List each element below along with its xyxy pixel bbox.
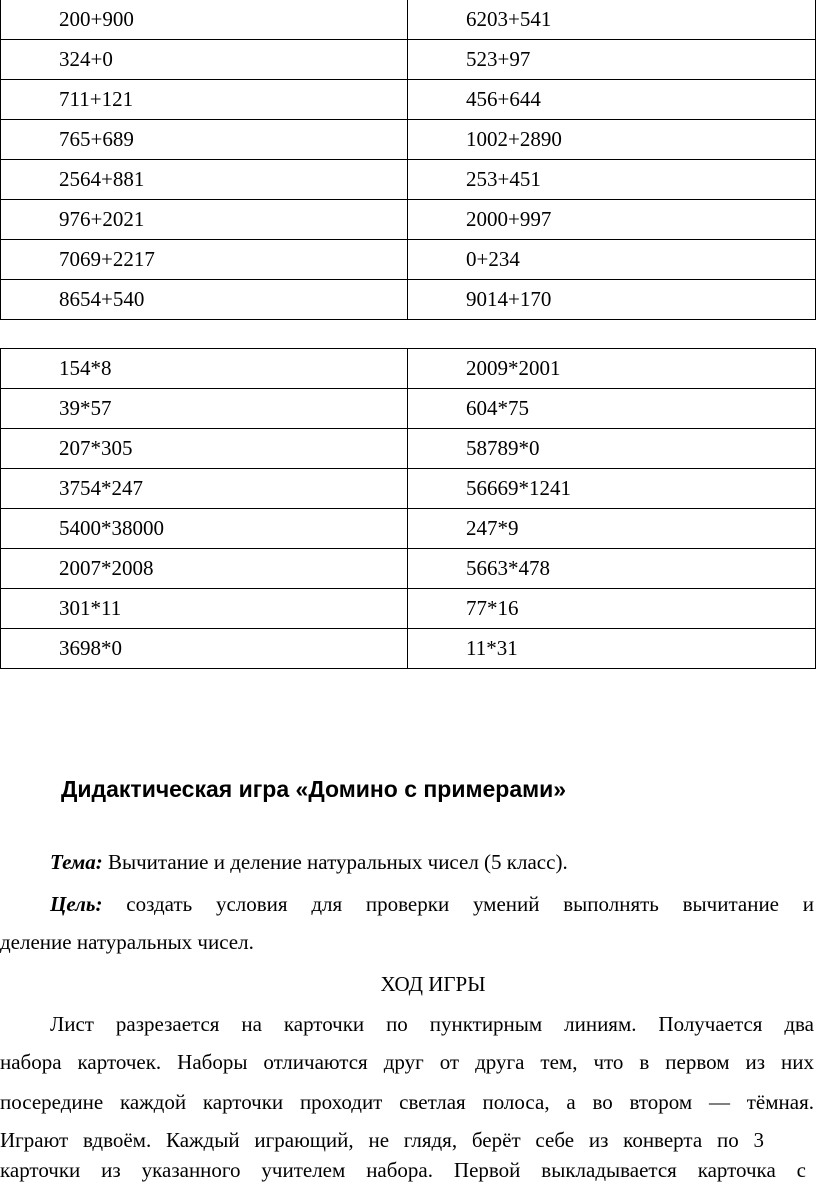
table-row: [1, 629, 816, 669]
table-cell: 604*75: [408, 389, 816, 429]
table-cell: 2564+881: [1, 160, 408, 200]
game-heading: Дидактическая игра «Домино с примерами»: [61, 776, 567, 802]
table-row: [1, 429, 816, 469]
table-cell: 0+234: [408, 240, 816, 280]
game-text-line-4: Играют вдвоём. Каждый играющий, не глядя, берёт себе из конверта по 3: [0, 1128, 764, 1152]
table-cell: 2009*2001: [408, 349, 816, 389]
table-row: [1, 160, 816, 200]
game-text-line-2: набора карточек. Наборы отличаются друг от друга тем, что в первом из них: [0, 1050, 814, 1074]
game-text-line-5: карточки из указанного учителем набора. Первой выкладывается карточка с: [0, 1158, 806, 1182]
table-cell: 1002+2890: [408, 120, 816, 160]
table-cell: 77*16: [408, 589, 816, 629]
table-cell: 3698*0: [1, 629, 408, 669]
table-row: [1, 200, 816, 240]
table-cell: 3754*247: [1, 469, 408, 509]
table-cell: 8654+540: [1, 280, 408, 320]
table-cell: 2000+997: [408, 200, 816, 240]
table-cell: 456+644: [408, 80, 816, 120]
goal-text: создать условия для проверки умений выполнять вычитание и: [102, 892, 814, 916]
table-row: [1, 40, 816, 80]
game-text-line-1: Лист разрезается на карточки по пунктирным линиям. Получается два: [50, 1012, 814, 1036]
table-cell: 765+689: [1, 120, 408, 160]
table-cell: 6203+541: [408, 0, 816, 40]
table-row: [1, 469, 816, 509]
table-cell: 523+97: [408, 40, 816, 80]
table-row: [1, 549, 816, 589]
table-cell: 200+900: [1, 0, 408, 40]
topic-line: [0, 850, 816, 875]
table-row: [1, 589, 816, 629]
table-row: [1, 240, 816, 280]
table-cell: 58789*0: [408, 429, 816, 469]
addition-examples-table: [0, 0, 816, 320]
table-cell: 9014+170: [408, 280, 816, 320]
game-text-line-3: посередине каждой карточки проходит светлая полоса, а во втором — тёмная.: [0, 1090, 814, 1114]
table-cell: 324+0: [1, 40, 408, 80]
table-cell: 301*11: [1, 589, 408, 629]
table-cell: 711+121: [1, 80, 408, 120]
table-cell: 5400*38000: [1, 509, 408, 549]
table-row: [1, 0, 816, 40]
table-cell: 5663*478: [408, 549, 816, 589]
goal-label: Цель:: [50, 892, 103, 916]
table-row: [1, 280, 816, 320]
table-cell: 11*31: [408, 629, 816, 669]
table-cell: 154*8: [1, 349, 408, 389]
topic-text: Вычитание и деление натуральных чисел (5 класс).: [102, 850, 568, 874]
table-row: [1, 509, 816, 549]
table-cell: 207*305: [1, 429, 408, 469]
table-cell: 39*57: [1, 389, 408, 429]
table-row: [1, 120, 816, 160]
table-cell: 7069+2217: [1, 240, 408, 280]
section-title: ХОД ИГРЫ: [380, 972, 486, 996]
table-row: [1, 389, 816, 429]
topic-label: Тема:: [50, 850, 103, 874]
table-row: [1, 80, 816, 120]
multiplication-examples-table: [0, 348, 816, 669]
goal-line-2: деление натуральных чисел.: [0, 930, 254, 954]
table-cell: 247*9: [408, 509, 816, 549]
goal-line-1: [0, 892, 814, 917]
table-cell: 976+2021: [1, 200, 408, 240]
table-cell: 253+451: [408, 160, 816, 200]
table-cell: 2007*2008: [1, 549, 408, 589]
table-row: [1, 349, 816, 389]
table-cell: 56669*1241: [408, 469, 816, 509]
